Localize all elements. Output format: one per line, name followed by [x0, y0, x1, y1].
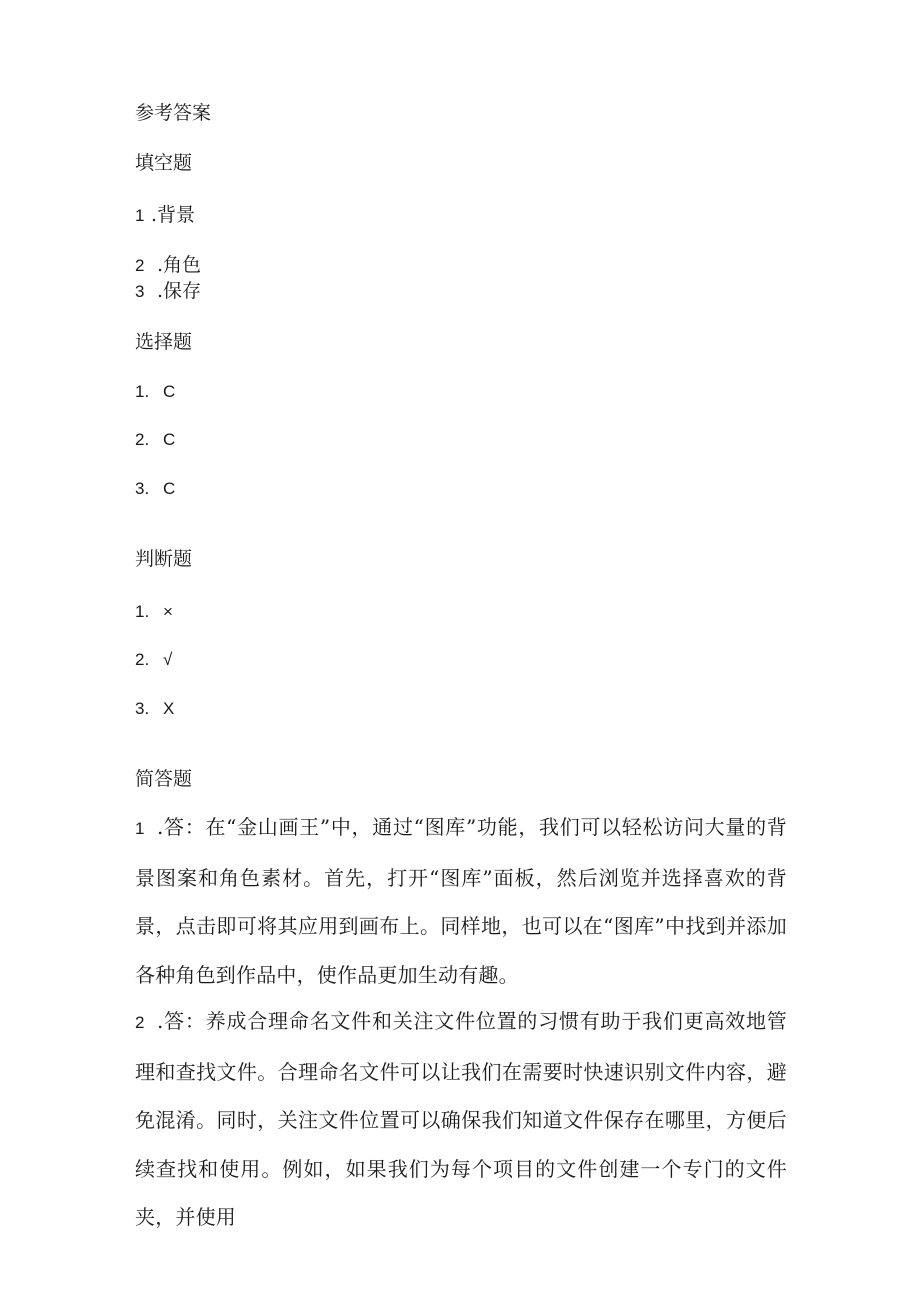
- item-answer: .保存: [157, 280, 202, 302]
- judge-item: [135, 600, 173, 624]
- choice-item: [135, 380, 175, 404]
- item-number: 2.: [135, 430, 150, 449]
- fill-in-item: [135, 203, 195, 228]
- item-number: 3.: [135, 479, 150, 498]
- answer-text: .答：在“金山画王”中，通过“图库”功能，我们可以轻松访问大量的背景图案和角色素材。首先，打开“图库”面板，然后浏览并选择喜欢的背景，点击即可将其应用到画布上。同样地，也可以在“图库”中找到并添加各种角色到作品中，使作品更加生动有趣。: [135, 815, 787, 987]
- fill-in-item: [135, 253, 201, 278]
- item-answer: .背景: [151, 204, 196, 226]
- item-answer: √: [163, 650, 173, 669]
- answer-text: .答：养成合理命名文件和关注文件位置的习惯有助于我们更高效地管理和查找文件。合理命名文件可以让我们在需要时快速识别文件内容，避免混淆。同时，关注文件位置可以确保我们知道文件保存在哪里，方便后续查找和使用。例如，如果我们为每个项目的文件创建一个专门的文件夹，并使用: [135, 1009, 787, 1229]
- item-answer: ×: [163, 602, 173, 621]
- item-number: 2.: [135, 650, 150, 669]
- choice-heading: 选择题: [135, 331, 193, 353]
- judge-item: [135, 697, 174, 721]
- item-number: 1: [135, 819, 145, 838]
- fill-in-item: [135, 279, 201, 304]
- item-number: 1.: [135, 382, 150, 401]
- item-number: 1: [135, 206, 145, 225]
- item-answer: C: [163, 479, 176, 498]
- item-number: 3: [135, 282, 145, 301]
- judge-heading: 判断题: [135, 548, 193, 570]
- choice-item: [135, 428, 175, 452]
- item-number: 3.: [135, 699, 150, 718]
- short-answer-item: [135, 997, 787, 1242]
- fill-in-heading: 填空题: [135, 152, 193, 174]
- item-number: 2: [135, 256, 145, 275]
- short-answer-item: [135, 803, 787, 999]
- short-answer-heading: 简答题: [135, 768, 193, 790]
- item-answer: X: [163, 699, 175, 718]
- item-number: 1.: [135, 602, 150, 621]
- item-answer: .角色: [157, 254, 202, 276]
- page-title: 参考答案: [135, 102, 212, 124]
- item-answer: C: [163, 430, 176, 449]
- choice-item: [135, 477, 175, 501]
- item-answer: C: [163, 382, 176, 401]
- item-number: 2: [135, 1013, 145, 1032]
- judge-item: [135, 648, 172, 672]
